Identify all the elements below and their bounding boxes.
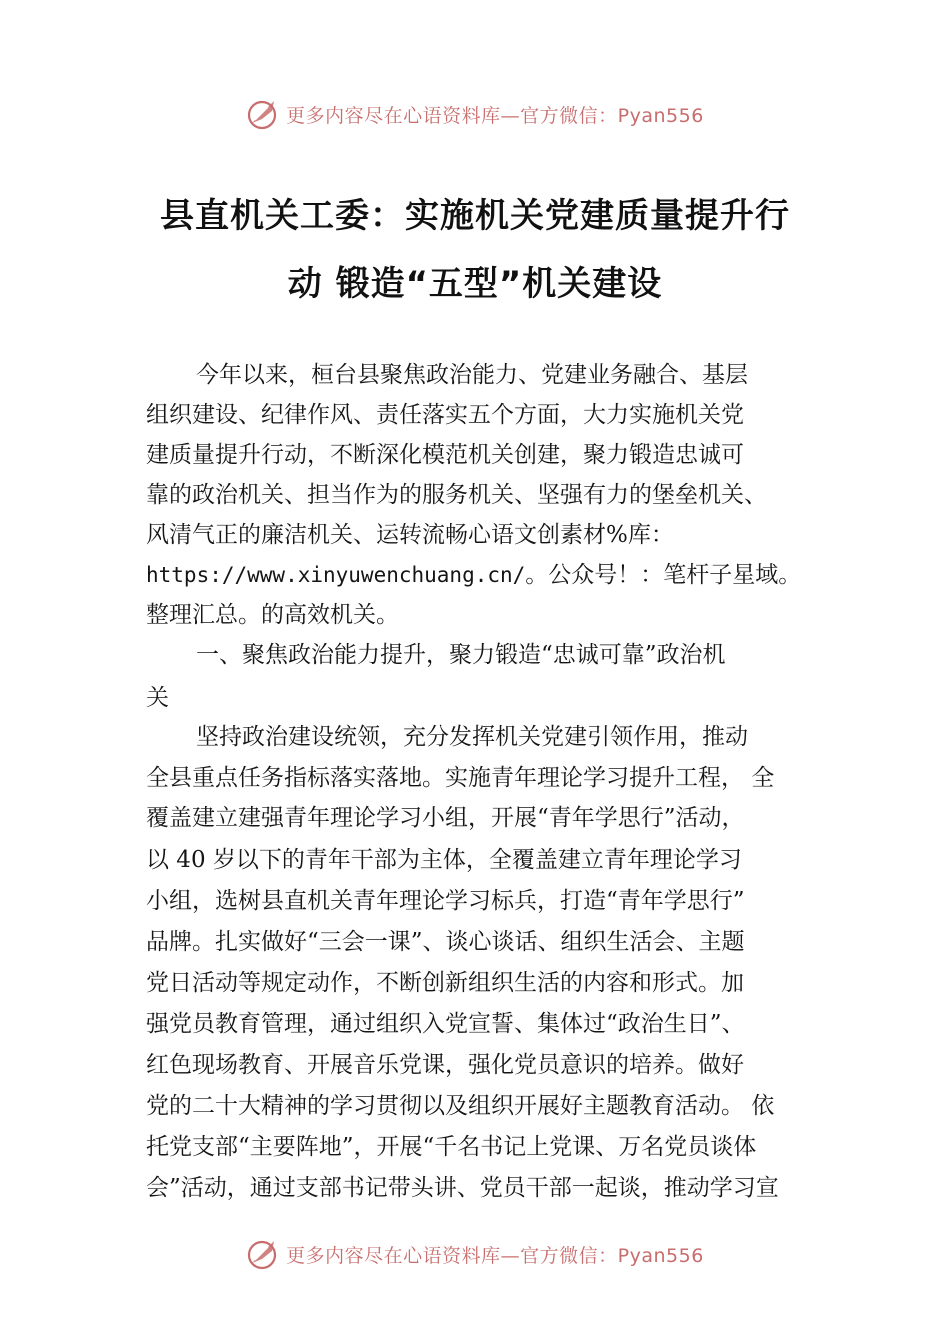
- body-line: 党的二十大精神的学习贯彻以及组织开展好主题教育活动。 依: [146, 1093, 775, 1119]
- header-watermark: [0, 94, 950, 134]
- quill-logo-icon: [246, 97, 280, 131]
- url-line-rest: 。公众号！：笔杆子星域。: [525, 562, 802, 588]
- watermark-wechat-id: Pyan556: [617, 1244, 704, 1267]
- body-line: 风清气正的廉洁机关、运转流畅心语文创素材%库：: [146, 522, 674, 548]
- body-line: 小组，选树县直机关青年理论学习标兵，打造“青年学思行”: [146, 888, 745, 914]
- body-line: 建质量提升行动，不断深化模范机关创建，聚力锻造忠诚可: [146, 442, 744, 468]
- watermark-text: 更多内容尽在心语资料库—官方微信：Pyan556: [286, 104, 704, 127]
- document-title-line-2: 动 锻造“五型”机关建设: [287, 264, 663, 304]
- document-title-line-1: 县直机关工委：实施机关党建质量提升行: [160, 196, 790, 236]
- quill-logo-icon: [246, 1237, 280, 1271]
- watermark-wechat-id: Pyan556: [617, 104, 704, 127]
- body-line: 以 40 岁以下的青年干部为主体，全覆盖建立青年理论学习: [146, 847, 742, 873]
- body-line: 坚持政治建设统领，充分发挥机关党建引领作用，推动: [196, 724, 748, 750]
- body-line: 今年以来，桓台县聚焦政治能力、党建业务融合、基层: [196, 362, 748, 388]
- body-line: 强党员教育管理，通过组织入党宣誓、集体过“政治生日”、: [146, 1011, 745, 1037]
- body-line: 组织建设、纪律作风、责任落实五个方面，大力实施机关党: [146, 402, 744, 428]
- body-line: 整理汇总。的高效机关。: [146, 602, 399, 628]
- body-line-url: [146, 560, 836, 590]
- body-line: 靠的政治机关、担当作为的服务机关、坚强有力的堡垒机关、: [146, 482, 767, 508]
- footer-watermark: [0, 1234, 950, 1274]
- section-heading-1-cont: 关: [146, 685, 169, 711]
- body-line: 托党支部“主要阵地”，开展“千名书记上党课、万名党员谈体: [146, 1134, 757, 1160]
- body-line: 会”活动，通过支部书记带头讲、党员干部一起谈，推动学习宣: [146, 1175, 779, 1201]
- body-line: 红色现场教育、开展音乐党课，强化党员意识的培养。做好: [146, 1052, 744, 1078]
- section-heading-1: 一、聚焦政治能力提升，聚力锻造“忠诚可靠”政治机: [196, 642, 726, 668]
- body-line: 覆盖建立建强青年理论学习小组，开展“青年学思行”活动，: [146, 805, 745, 831]
- body-line: 品牌。扎实做好“三会一课”、谈心谈话、组织生活会、主题: [146, 929, 745, 955]
- body-line: 全县重点任务指标落实落地。实施青年理论学习提升工程， 全: [146, 765, 775, 791]
- watermark-text: 更多内容尽在心语资料库—官方微信：Pyan556: [286, 1244, 704, 1267]
- source-url: https://www.xinyuwenchuang.cn/: [146, 563, 526, 587]
- body-line: 党日活动等规定动作，不断创新组织生活的内容和形式。加: [146, 970, 744, 996]
